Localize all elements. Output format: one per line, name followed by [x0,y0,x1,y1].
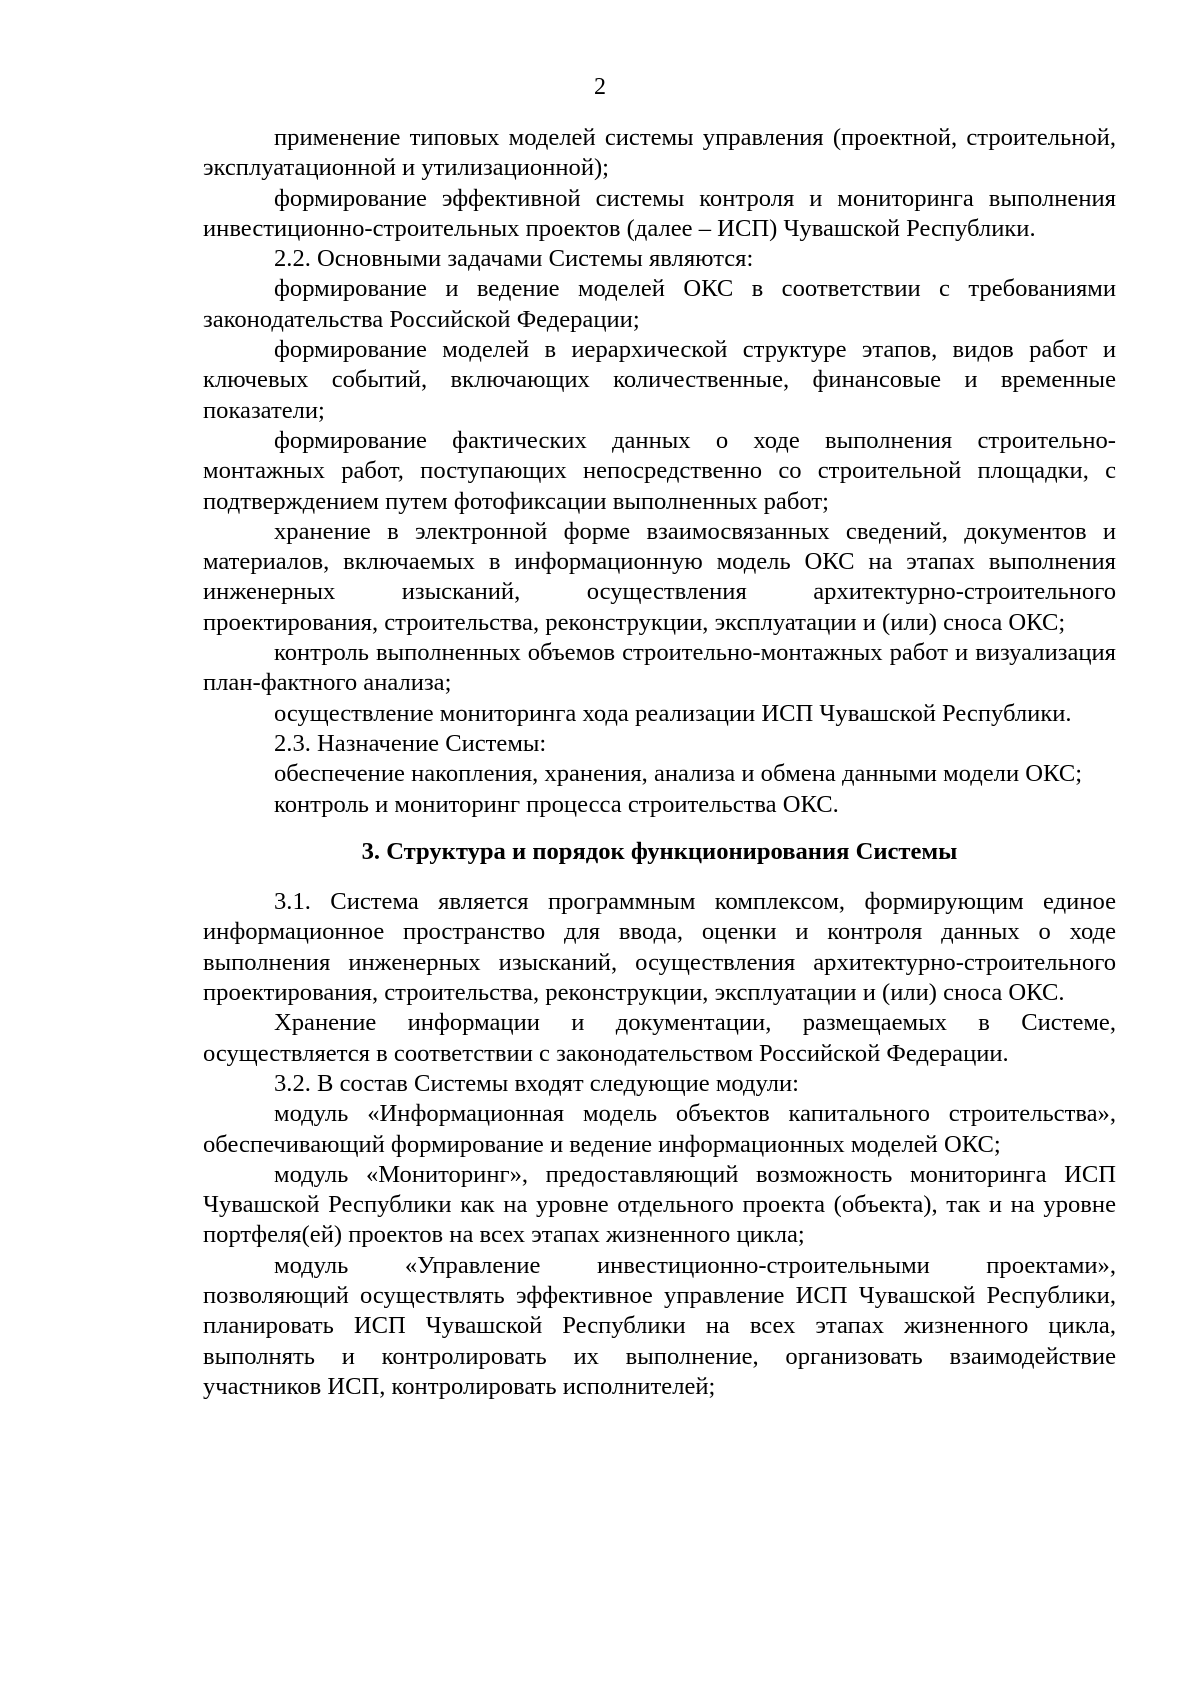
paragraph: формирование моделей в иерархической структуре этапов, видов работ и ключевых событий, включающих количественные, финансовые и временные показатели; [203,336,1116,424]
paragraph: 3.2. В состав Системы входят следующие модули: [274,1069,799,1097]
paragraph: контроль и мониторинг процесса строительства ОКС. [274,790,839,818]
paragraph: контроль выполненных объемов строительно-монтажных работ и визуализация план-фактного анализа; [203,639,1116,697]
paragraph: обеспечение накопления, хранения, анализа и обмена данными модели ОКС; [274,760,1083,788]
paragraph: осуществление мониторинга хода реализации ИСП Чувашской Республики. [274,699,1072,727]
page-number: 2 [594,74,606,100]
paragraph: формирование эффективной системы контроля и мониторинга выполнения инвестиционно-строительных проектов (далее – ИСП) Чувашской Республики. [203,184,1116,242]
section-heading: 3. Структура и порядок функционирования Системы [361,837,958,865]
paragraph: 2.2. Основными задачами Системы являются: [274,245,754,273]
paragraph: Хранение информации и документации, размещаемых в Системе, осуществляется в соответствии с законодательством Российской Федерации. [203,1009,1116,1067]
paragraph: хранение в электронной форме взаимосвязанных сведений, документов и материалов, включаемых в информационную модель ОКС на этапах выполнения инженерных изысканий, осуществления архитектурно-строительного проектирования, строительства, реконструкции, эксплуатации и (или) сноса ОКС; [203,517,1116,636]
body-text [203,123,1116,1402]
paragraph: модуль «Информационная модель объектов капитального строительства», обеспечивающий формирование и ведение информационных моделей ОКС; [203,1100,1116,1158]
paragraph: модуль «Мониторинг», предоставляющий возможность мониторинга ИСП Чувашской Республики как на уровне отдельного проекта (объекта), так и на уровне портфеля(ей) проектов на всех этапах жизненного цикла; [203,1160,1116,1249]
paragraph: формирование и ведение моделей ОКС в соответствии с требованиями законодательства Российской Федерации; [203,275,1116,333]
paragraph: применение типовых моделей системы управления (проектной, строительной, эксплуатационной и утилизационной); [203,124,1116,182]
paragraph: формирование фактических данных о ходе выполнения строительно-монтажных работ, поступающих непосредственно со строительной площадки, с подтверждением путем фотофиксации выполненных работ; [203,426,1116,515]
paragraph: 2.3. Назначение Системы: [274,729,547,757]
paragraph: модуль «Управление инвестиционно-строительными проектами», позволяющий осуществлять эффективное управление ИСП Чувашской Республики, планировать ИСП Чувашской Республики на всех этапах жизненного цикла, выполнять и контролировать их выполнение, организовать взаимодействие участников ИСП, контролировать исполнителей; [203,1251,1116,1400]
paragraph: 3.1. Система является программным комплексом, формирующим единое информационное пространство для ввода, оценки и контроля данных о ходе выполнения инженерных изысканий, осуществления архитектурно-строительного проектирования, строительства, реконструкции, эксплуатации и (или) сноса ОКС. [203,888,1116,1007]
